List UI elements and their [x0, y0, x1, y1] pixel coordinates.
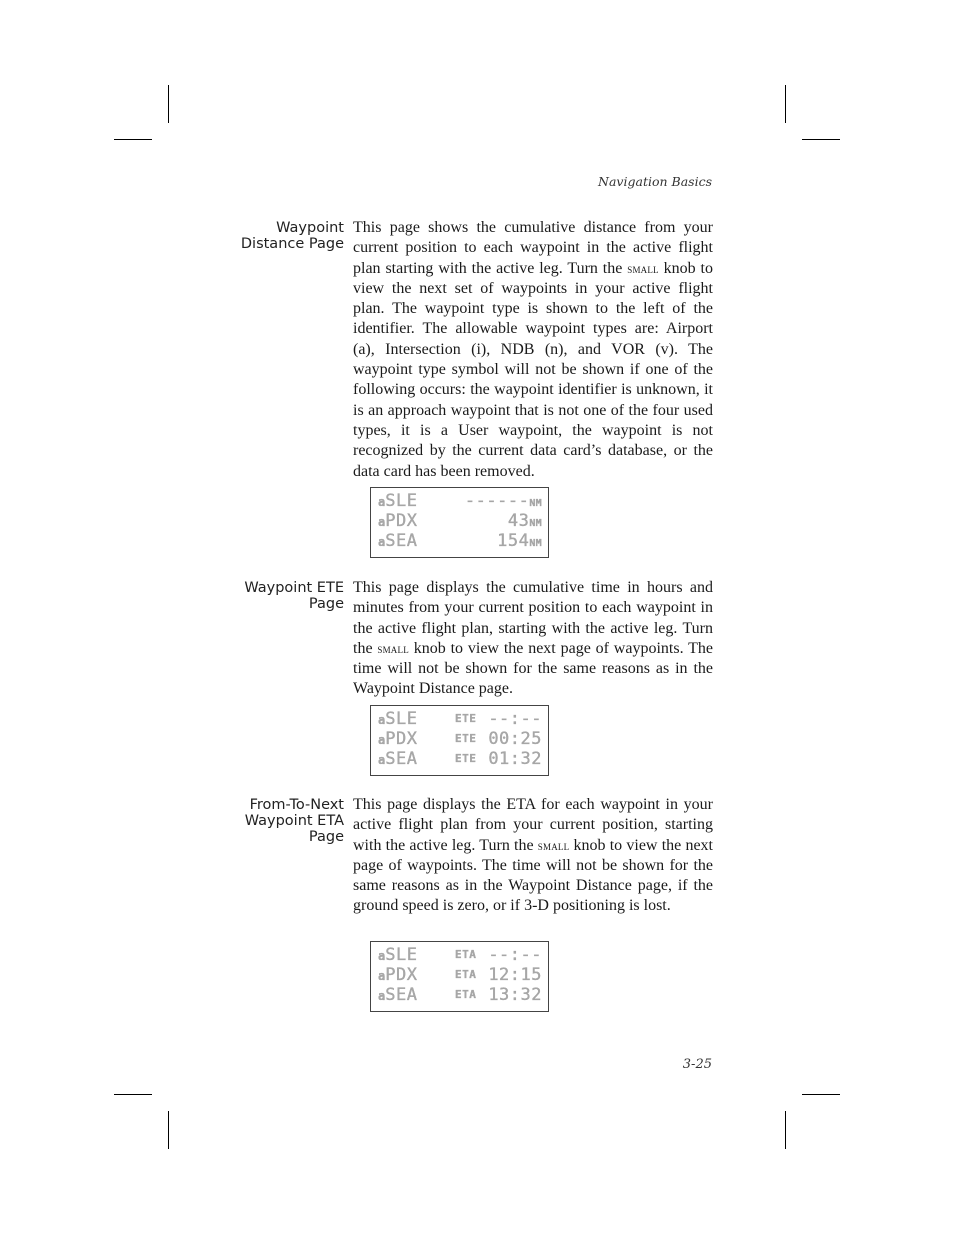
waypoint-type: a	[378, 535, 386, 549]
crop-mark-top-left-horizontal	[114, 139, 152, 140]
section-label-line: Page	[308, 596, 344, 612]
waypoint-ident: PDX	[385, 511, 418, 531]
lcd-row	[378, 531, 542, 551]
ete-value: 00:25	[488, 729, 542, 749]
ete-label: ETE	[455, 732, 477, 745]
eta-value: --:--	[488, 945, 542, 965]
crop-mark-bottom-left-horizontal	[114, 1094, 152, 1095]
lcd-row	[378, 965, 542, 985]
section-label-line: Distance Page	[240, 236, 344, 252]
section-label	[204, 580, 344, 612]
ete-value: --:--	[488, 709, 542, 729]
distance-value	[497, 531, 542, 554]
value-text: 154	[497, 531, 530, 551]
ete-value: 01:32	[488, 749, 542, 769]
lcd-row	[378, 729, 542, 749]
eta-label: ETA	[455, 968, 477, 981]
waypoint-type: a	[378, 495, 386, 509]
section-label	[204, 797, 344, 845]
crop-mark-bottom-left-vertical	[168, 1111, 169, 1149]
section-body	[353, 218, 713, 482]
lcd-display	[370, 705, 549, 776]
knob-name: small	[627, 260, 659, 276]
lcd-row	[378, 709, 542, 729]
section-label-line: Waypoint ETE	[244, 580, 344, 596]
waypoint-type: a	[378, 515, 386, 529]
section-body	[353, 578, 713, 700]
lcd-display	[370, 487, 549, 558]
waypoint-type: a	[378, 733, 386, 747]
running-head: Navigation Basics	[598, 174, 712, 189]
waypoint-ident: PDX	[385, 965, 418, 985]
body-text: This page displays the cumulative time in hours and minutes from your current position to each waypoint in the active flight plan, starting with the active leg. Turn the	[353, 579, 713, 657]
waypoint-ident: SEA	[385, 531, 418, 551]
lcd-display	[370, 941, 549, 1012]
unit-label: NM	[529, 538, 542, 549]
body-text: This page shows the cumulative distance from your current position to each waypoint in the active flight plan starting with the active leg. Turn the	[353, 219, 713, 277]
eta-label: ETA	[455, 948, 477, 961]
crop-mark-top-right-vertical	[785, 85, 786, 123]
waypoint-ident: SEA	[385, 749, 418, 769]
lcd-row	[378, 945, 542, 965]
waypoint-ident: SLE	[385, 491, 418, 511]
body-text: knob to view the next set of waypoints in your active flight plan. The waypoint type is shown to the left of the identifier. The allowable waypoint types are: Airport (a), Intersection (i), NDB (n), and VOR (v). The waypoint type symbol will not be shown if one of the following occurs: the waypoint identifier is unknown, it is an approach waypoint that is not one of the four used types, it is a User waypoint, the waypoint is not recognized by the current data card’s database, or the data card has been removed.	[353, 259, 713, 480]
section-label-line: Waypoint ETA	[244, 813, 344, 829]
waypoint-type: a	[378, 969, 386, 983]
lcd-row	[378, 749, 542, 769]
waypoint-ident: SLE	[385, 709, 418, 729]
lcd-row	[378, 985, 542, 1005]
body-text: This page displays the ETA for each waypoint in your active flight plan from your current position, starting with the active leg. Turn the	[353, 796, 713, 854]
crop-mark-top-left-vertical	[168, 85, 169, 123]
lcd-row	[378, 491, 542, 511]
crop-mark-top-right-horizontal	[802, 139, 840, 140]
unit-label: NM	[529, 518, 542, 529]
section-label-line: Page	[308, 829, 344, 845]
ete-label: ETE	[455, 712, 477, 725]
waypoint-ident: SEA	[385, 985, 418, 1005]
crop-mark-bottom-right-vertical	[785, 1111, 786, 1149]
section-label	[204, 220, 344, 252]
ete-label: ETE	[455, 752, 477, 765]
value-text: 43	[507, 511, 530, 531]
waypoint-ident: SLE	[385, 945, 418, 965]
knob-name: small	[537, 837, 570, 853]
eta-value: 13:32	[488, 985, 542, 1005]
eta-label: ETA	[455, 988, 477, 1001]
page-number: 3-25	[682, 1057, 712, 1072]
waypoint-type: a	[378, 753, 386, 767]
section-body	[353, 795, 713, 917]
lcd-row	[378, 511, 542, 531]
knob-name: small	[377, 640, 409, 656]
waypoint-ident: PDX	[385, 729, 418, 749]
body-text: knob to view the next page of waypoints. The time will not be shown for the same reasons as in the Waypoint Distance page.	[353, 639, 714, 698]
value-text: ------	[464, 491, 530, 511]
waypoint-type: a	[378, 989, 386, 1003]
section-label-line: Waypoint	[276, 220, 344, 236]
body-text: knob to view the next page of waypoints. The time will not be shown for the same reasons as in the Waypoint Distance page, if the ground speed is zero, or if 3-D positioning is lost.	[353, 836, 714, 915]
eta-value: 12:15	[488, 965, 542, 985]
unit-label: NM	[529, 498, 542, 509]
waypoint-type: a	[378, 713, 386, 727]
section-label-line: From-To-Next	[249, 797, 344, 813]
waypoint-type: a	[378, 949, 386, 963]
crop-mark-bottom-right-horizontal	[802, 1094, 840, 1095]
